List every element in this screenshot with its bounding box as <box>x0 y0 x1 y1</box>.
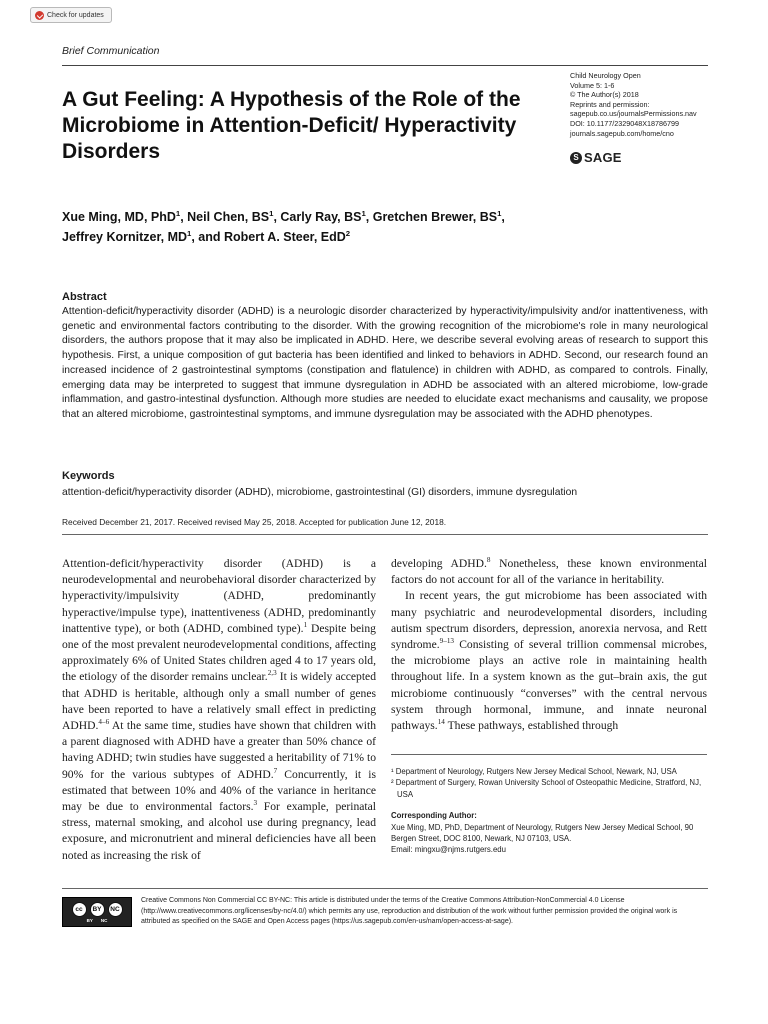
journal-name: Child Neurology Open <box>570 71 641 80</box>
author-separator: , and <box>191 230 224 244</box>
author-affiliation-marker: 1 <box>187 228 192 238</box>
doi-link[interactable]: DOI: 10.1177/2329048X18786799 <box>570 118 679 128</box>
body-text: These pathways, established through <box>444 719 619 733</box>
body-text: Nonetheless, these known environmental factors do not account for all of the variance in heritability. <box>391 557 707 587</box>
body-paragraph <box>62 556 376 864</box>
body-text: Concurrently, it is estimated that between 10% and 40% of the variance in heritance may be due to environmental factors. <box>62 767 376 814</box>
author-name: Carly Ray, BS <box>280 210 362 224</box>
body-text: For example, perinatal stress, maternal smoking, and alcohol use during pregnancy, lead exposure, and micronutrient and mineral deficiencies have all been noted as increasing the risk of <box>62 800 377 862</box>
body-text: Despite being one of the most prevalent neurodevelopmental conditions, affecting approximately 6% of United States children aged 4 to 17 years old, the etiology of the disorder remains unclear. <box>62 621 376 684</box>
body-text: developing ADHD. <box>391 557 487 570</box>
corresponding-author-address: Xue Ming, MD, PhD, Department of Neurology, Rutgers New Jersey Medical School, 90 Bergen Street, DOC 8100, Newark, NJ 07103, USA. <box>391 822 694 844</box>
body-text: In recent years, the gut microbiome has been associated with many psychiatric and neurodevelopmental disorders, including autism spectrum disorders, depression, anorexia nervosa, and Rett syndrome. <box>391 589 707 652</box>
body-text: Attention-deficit/hyperactivity disorder (ADHD) is a neurodevelopmental and neurobehavioral disorder characterized by hyperactivity/impulsivity (ADHD, predominantly hyperactive/impulse type), inattentiveness (ADHD, predominantly inattentive type), or both (ADHD, combined type). <box>62 557 376 635</box>
cc-icon: cc <box>72 902 87 917</box>
body-paragraph <box>391 588 707 734</box>
keywords-text: attention-deficit/hyperactivity disorder (ADHD), microbiome, gastrointestinal (GI) disorders, immune dysregulation <box>62 487 578 498</box>
corresponding-author-email[interactable]: Email: mingxu@njms.rutgers.edu <box>391 845 506 855</box>
sage-logo-icon: S <box>570 152 582 164</box>
article-type: Brief Communication <box>62 45 160 57</box>
keywords-heading: Keywords <box>62 470 115 482</box>
dates-divider <box>62 534 708 535</box>
citation-marker[interactable]: 1 <box>303 620 308 629</box>
body-text: Consisting of several trillion commensal microbes, the microbiome plays an active role in maintaining health throughout life. In a system known as the gut–brain axis, the gut microbiome continuously “converses” with the central nervous system through hormonal, immune, and innate neuronal pathways. <box>391 638 707 733</box>
author-list <box>62 207 702 247</box>
cc-license-badge[interactable] <box>62 897 132 927</box>
noncommercial-icon: NC <box>108 902 123 917</box>
license-divider <box>62 888 708 889</box>
footnotes <box>391 766 707 856</box>
author-separator: , <box>273 210 281 224</box>
citation-marker[interactable]: 4–6 <box>98 718 110 727</box>
citation-marker[interactable]: 3 <box>253 799 258 808</box>
article-title: A Gut Feeling: A Hypothesis of the Role of the Microbiome in Attention-Deficit/ Hyperactivity Disorders <box>62 88 521 163</box>
author-name: Neil Chen, BS <box>187 210 270 224</box>
sage-logo: S SAGE <box>570 150 622 165</box>
check-for-updates-label: Check for updates <box>47 11 104 19</box>
corresponding-author-heading: Corresponding Author: <box>391 811 477 821</box>
author-affiliation-marker: 1 <box>361 208 366 218</box>
header-divider <box>62 65 708 66</box>
body-column-right <box>391 556 707 734</box>
update-check-icon <box>35 11 44 20</box>
body-text: It is widely accepted that ADHD is heritable, although only a small number of genes have been reported to have a relatively small effect in predicting ADHD. <box>62 670 377 733</box>
author-name: Gretchen Brewer, BS <box>372 210 498 224</box>
author-affiliation-marker: 1 <box>269 208 274 218</box>
citation-marker[interactable]: 9–13 <box>439 637 454 646</box>
body-column-left <box>62 556 376 864</box>
author-affiliation-marker: 1 <box>497 208 502 218</box>
abstract-heading: Abstract <box>62 291 107 303</box>
publication-dates: Received December 21, 2017. Received revised May 25, 2018. Accepted for publication June 12, 2018. <box>62 517 447 527</box>
abstract-text: Attention-deficit/hyperactivity disorder (ADHD) is a neurologic disorder characterized by hyperactivity/impulsivity and/or inattentiveness, with genetic and environmental factors contributing to the disorder. With the growing recognition of the microbiome's role in many neurological disorders, the authors propose that it may also be implicated in ADHD. Here, we describe several evolving areas of research to support this hypothesis. First, a unique composition of gut bacteria has been identified and linked to behaviors in ADHD. Second, our research found an increased incidence of 2 gastrointestinal symptoms (constipation and flatulence) in children with ADHD, as compared to controls. Finally, emerging data may be interpreted to suggest that immune dysregulation in ADHD be associated with an altered microbiome, low-grade inflammation, and gastro-intestinal dysfunction. Although more studies are needed to elucidate exact mechanisms and causality, we propose that an altered microbiome, gastrointestinal symptoms, and immune dysregulation may be associated with the ADHD phenotypes. <box>62 306 708 420</box>
citation-marker[interactable]: 14 <box>437 718 445 727</box>
author-separator: , <box>365 210 373 224</box>
journal-volume: Volume 5: 1-6 <box>570 80 615 90</box>
author-affiliation-marker: 2 <box>345 228 351 238</box>
body-paragraph <box>391 556 707 588</box>
citation-marker[interactable]: 8 <box>486 556 491 565</box>
license-text: Creative Commons Non Commercial CC BY-NC: This article is distributed under the terms of the Creative Commons Attribution-NonCommercial 4.0 License (http://www.creativecommons.org/licenses/by-nc/4.0/) which permits any use, reproduction and distribution of the work without further permission provided the original work is attributed as specified on the SAGE and Open Access pages (https://us.sagepub.com/en-us/nam/open-access-at-sage). <box>141 897 678 925</box>
author-separator: , <box>501 210 505 224</box>
copyright: © The Author(s) 2018 <box>570 90 639 100</box>
citation-marker[interactable]: 2,3 <box>267 669 277 678</box>
author-affiliation-marker: 1 <box>175 208 181 218</box>
author-name: Jeffrey Kornitzer, MD <box>62 230 188 244</box>
journal-homepage-link[interactable]: journals.sagepub.com/home/cno <box>570 128 674 138</box>
permissions-link[interactable]: sagepub.co.us/journalsPermissions.nav <box>570 109 697 119</box>
body-text: At the same time, studies have shown that children with a parent diagnosed with ADHD have a greater than 50% chance of having ADHD; twin studies have suggested a heritability of 71% to 90% for the various subtypes of ADHD. <box>62 719 376 781</box>
attribution-icon: BY <box>90 902 105 917</box>
cc-nc-label: NC <box>100 917 108 923</box>
journal-info <box>570 71 697 138</box>
check-for-updates-button[interactable] <box>30 7 112 23</box>
author-separator: , <box>180 210 188 224</box>
author-name: Xue Ming, MD, PhD <box>62 210 176 224</box>
reprints-label: Reprints and permission: <box>570 99 650 109</box>
affiliation-1: ¹ Department of Neurology, Rutgers New Jersey Medical School, Newark, NJ, USA <box>391 767 677 776</box>
footnote-divider <box>391 754 707 755</box>
citation-marker[interactable]: 7 <box>273 766 278 775</box>
affiliation-2: ² Department of Surgery, Rowan University School of Osteopathic Medicine, Stratford, NJ, USA <box>391 778 702 799</box>
author-name: Robert A. Steer, EdD <box>224 230 346 244</box>
cc-by-label: BY <box>86 917 93 923</box>
